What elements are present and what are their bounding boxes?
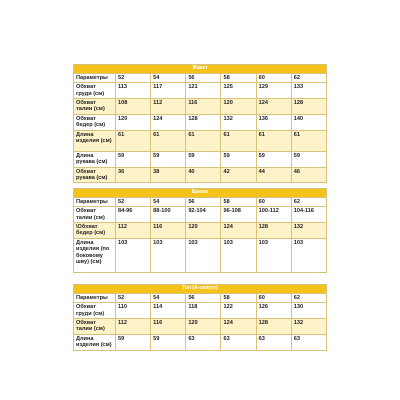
header-cell: 56 [186,73,221,82]
header-cell: 62 [291,197,326,206]
value-cell: 61 [221,130,256,151]
value-cell: 96-108 [221,207,256,223]
header-cell: 56 [186,197,221,206]
value-cell: 140 [291,114,326,130]
value-cell: 59 [116,151,151,167]
value-cell: 116 [151,223,186,239]
header-cell: Параметры [74,73,116,82]
value-cell: 42 [221,167,256,183]
header-cell: Параметры [74,197,116,206]
table-title-row [74,65,327,74]
value-cell: 63 [291,334,326,350]
header-cell: 58 [221,73,256,82]
value-cell: 133 [291,83,326,99]
table-row [74,223,327,239]
header-cell: 60 [256,73,291,82]
table-row [74,130,327,151]
table-row [74,151,327,167]
value-cell: 117 [151,83,186,99]
value-cell: 59 [186,151,221,167]
value-cell: 124 [221,319,256,335]
value-cell: 132 [291,319,326,335]
value-cell: 128 [291,99,326,115]
value-cell: 128 [256,223,291,239]
param-cell: Обхват талии (см) [74,99,116,115]
table-header-row [74,293,327,302]
param-cell: Длина рукава (см) [74,151,116,167]
header-cell: 60 [256,197,291,206]
value-cell: 103 [221,238,256,272]
value-cell: 126 [256,303,291,319]
table-title: Жакет [74,65,327,74]
table-title: Брюки [74,189,327,198]
header-cell: 58 [221,293,256,302]
value-cell: 40 [186,167,221,183]
table-row [74,303,327,319]
value-cell: 132 [221,114,256,130]
table-row [74,319,327,335]
param-cell: Обхват рукава (см) [74,167,116,183]
table-title-row [74,285,327,294]
value-cell: 132 [291,223,326,239]
header-cell: 62 [291,73,326,82]
value-cell: 61 [256,130,291,151]
value-cell: 103 [151,238,186,272]
table-title-row [74,189,327,198]
value-cell: 103 [291,238,326,272]
size-chart-page [73,0,329,400]
value-cell: 129 [256,83,291,99]
header-cell: Параметры [74,293,116,302]
value-cell: 112 [116,319,151,335]
value-cell: 124 [151,114,186,130]
table-title: Топ (А-силуэт) [74,285,327,294]
header-cell: 52 [116,73,151,82]
value-cell: 114 [151,303,186,319]
value-cell: 103 [116,238,151,272]
value-cell: 63 [221,334,256,350]
value-cell: 59 [151,334,186,350]
value-cell: 61 [116,130,151,151]
value-cell: 61 [291,130,326,151]
table-row [74,207,327,223]
size-table-jacket [73,64,327,183]
value-cell: 36 [116,167,151,183]
header-cell: 62 [291,293,326,302]
value-cell: 110 [116,303,151,319]
header-cell: 56 [186,293,221,302]
value-cell: 125 [221,83,256,99]
param-cell: Длина изделия (по боковому шву) (см) [74,238,116,272]
value-cell: 59 [151,151,186,167]
value-cell: 120 [116,114,151,130]
value-cell: 100-112 [256,207,291,223]
value-cell: 59 [256,151,291,167]
value-cell: 44 [256,167,291,183]
param-cell: Обхват бедер (см) [74,114,116,130]
value-cell: 61 [186,130,221,151]
table-header-row [74,73,327,82]
value-cell: 116 [186,99,221,115]
value-cell: 128 [186,114,221,130]
value-cell: 46 [291,167,326,183]
value-cell: 112 [116,223,151,239]
header-cell: 52 [116,293,151,302]
value-cell: 104-116 [291,207,326,223]
value-cell: 38 [151,167,186,183]
value-cell: 120 [186,319,221,335]
value-cell: 116 [151,319,186,335]
param-cell: Обхват груди (см) [74,303,116,319]
value-cell: 59 [221,151,256,167]
value-cell: 61 [151,130,186,151]
table-row [74,334,327,350]
value-cell: 122 [221,303,256,319]
param-cell: \Обхват бедер (см) [74,223,116,239]
table-row [74,167,327,183]
value-cell: 103 [186,238,221,272]
value-cell: 130 [291,303,326,319]
param-cell: Обхват груди (см) [74,83,116,99]
value-cell: 88-100 [151,207,186,223]
value-cell: 112 [151,99,186,115]
value-cell: 118 [186,303,221,319]
table-row [74,83,327,99]
value-cell: 120 [186,223,221,239]
header-cell: 54 [151,73,186,82]
header-cell: 58 [221,197,256,206]
header-cell: 54 [151,293,186,302]
value-cell: 92-104 [186,207,221,223]
param-cell: Длина изделия (см) [74,334,116,350]
param-cell: Длина изделия (см) [74,130,116,151]
table-header-row [74,197,327,206]
value-cell: 103 [256,238,291,272]
size-table-trousers [73,188,327,273]
value-cell: 63 [186,334,221,350]
value-cell: 124 [256,99,291,115]
value-cell: 63 [256,334,291,350]
value-cell: 120 [221,99,256,115]
value-cell: 113 [116,83,151,99]
param-cell: Обхват талии (см) [74,207,116,223]
value-cell: 84-96 [116,207,151,223]
value-cell: 124 [221,223,256,239]
header-cell: 54 [151,197,186,206]
value-cell: 59 [116,334,151,350]
table-row [74,238,327,272]
value-cell: 59 [291,151,326,167]
value-cell: 121 [186,83,221,99]
size-table-top [73,284,327,351]
value-cell: 108 [116,99,151,115]
header-cell: 60 [256,293,291,302]
value-cell: 128 [256,319,291,335]
value-cell: 136 [256,114,291,130]
table-row [74,114,327,130]
header-cell: 52 [116,197,151,206]
table-row [74,99,327,115]
param-cell: Обхват талии (см) [74,319,116,335]
